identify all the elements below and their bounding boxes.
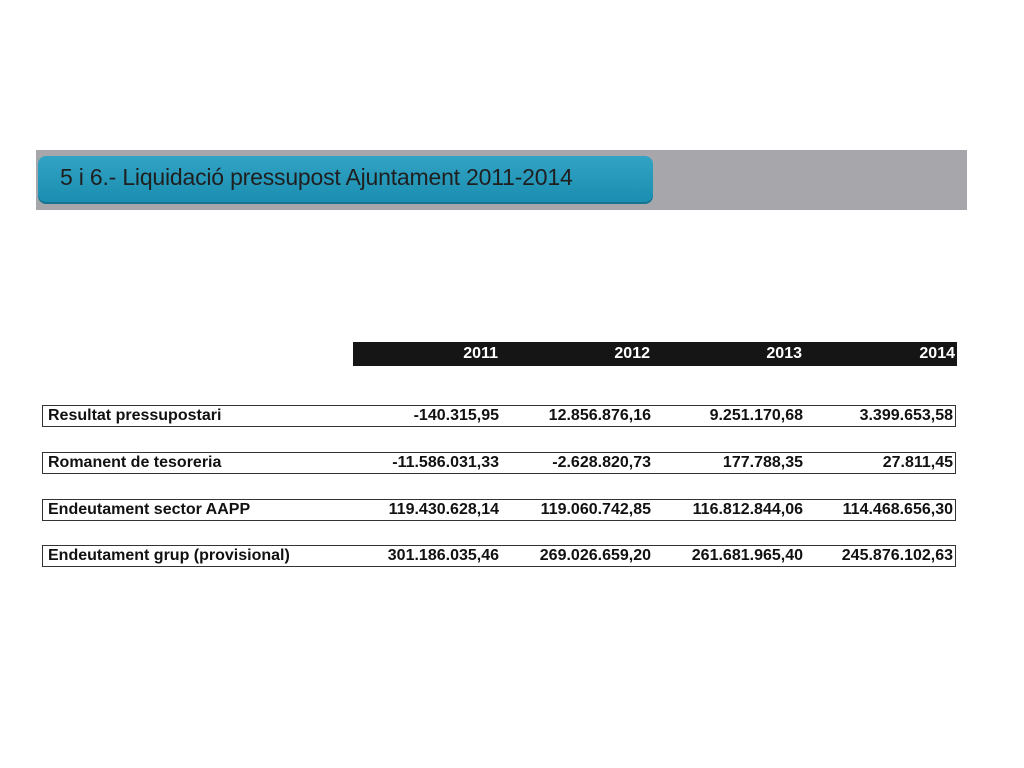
cell-2013: 177.788,35 (722, 454, 803, 471)
table-row-endeutament-grup (42, 545, 956, 567)
row-label: Endeutament sector AAPP (48, 501, 251, 518)
year-2014-header: 2014 (919, 345, 955, 362)
cell-2011: -140.315,95 (413, 407, 499, 424)
cell-2011: 119.430.628,14 (388, 501, 499, 518)
cell-2012: 119.060.742,85 (540, 501, 651, 518)
cell-2013: 261.681.965,40 (691, 547, 803, 564)
cell-2014: 27.811,45 (882, 454, 953, 471)
cell-2012: -2.628.820,73 (552, 454, 651, 471)
cell-2013: 116.812.844,06 (692, 501, 803, 518)
page-title: 5 i 6.- Liquidació pressupost Ajuntament 2011-2014 (60, 164, 573, 190)
cell-2012: 12.856.876,16 (548, 407, 651, 424)
cell-2014: 245.876.102,63 (841, 547, 953, 564)
year-2012-header: 2012 (614, 345, 650, 362)
row-label: Romanent de tesoreria (48, 454, 222, 471)
table-row-resultat-pressupostari (42, 405, 956, 427)
cell-2011: -11.586.031,33 (392, 454, 499, 471)
year-2011-header: 2011 (463, 345, 498, 362)
table-row-endeutament-sector-aapp (42, 499, 956, 521)
cell-2012: 269.026.659,20 (539, 547, 651, 564)
cell-2014: 3.399.653,58 (859, 407, 953, 424)
cell-2013: 9.251.170,68 (709, 407, 803, 424)
year-2013-header: 2013 (766, 345, 802, 362)
cell-2014: 114.468.656,30 (842, 501, 953, 518)
row-label: Resultat pressupostari (48, 407, 222, 424)
table-row-romanent-de-tesoreria (42, 452, 956, 474)
row-label: Endeutament grup (provisional) (48, 547, 290, 564)
cell-2011: 301.186.035,46 (387, 547, 499, 564)
